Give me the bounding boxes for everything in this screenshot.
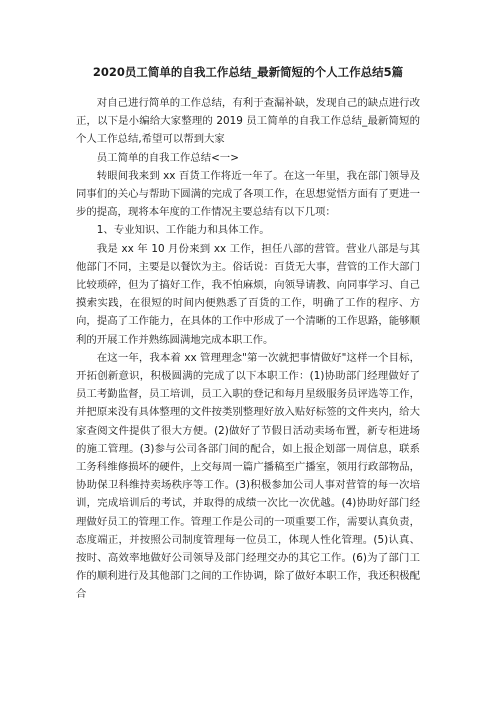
body-paragraph: 在这一年，我本着 xx 管理理念"第一次就把事情做好"这样一个目标，开拓创新意识，积极圆满的完成了以下本职工作：(1)协助部门经理做好了员工考勤监督，员工培训，员工入职的登记和每月星级服务员评选等工作，并把原来没有具体整理的文件按类别整理好放入贴好标签的文件夹内，给大家查阅文件提供了很大方便。(2)做好了节假日活动卖场布置，新专柜进场的施工管理。(3)参与公司各部门间的配合，如上报企划部一周信息，联系工务科维修损坏的硬件，上交每周一篇广播稿至广播室，领用行政部物品，协助保卫科维持卖场秩序等工作。(3)积极参加公司人事对营管的每一次培训，完成培训后的考试，并取得的成绩一次比一次优越。(4)协助好部门经理做好员工的管理工作。管理工作是公司的一项重要工作，需要认真负责，态度端正，并按照公司制度管理每一位员工，体现人性化管理。(5)认真、按时、高效率地做好公司领导及部门经理交办的其它工作。(6)为了部门工作的顺利进行及其他部门之间的工作协调，除了做好本职工作，我还积极配合 [76, 351, 420, 601]
subheading: 1、专业知识、工作能力和具体工作。 [96, 224, 270, 237]
intro-paragraph: 对自己进行简单的工作总结，有利于查漏补缺，发现自己的缺点进行改正，以下是小编给大家整理的 2019 员工简单的自我工作总结_最新简短的个人工作总结,希望可以帮到大家 [76, 97, 420, 146]
section-heading: 员工简单的自我工作总结<一> [96, 151, 239, 164]
document-title: 2020员工简单的自我工作总结_最新简短的个人工作总结5篇 [92, 65, 404, 79]
body-paragraph: 我是 xx 年 10 月份来到 xx 工作，担任八部的营管。营业八部是与其他部门不同，主要是以餐饮为主。俗话说：百货无大事，营管的工作大部门比较琐碎，但为了搞好工作，我不怕麻烦，向领导请教、向同事学习、自己摸索实践，在很短的时间内便熟悉了百货的工作，明确了工作的程序、方向，提高了工作能力，在具体的工作中形成了一个清晰的工作思路，能够顺利的开展工作并熟练圆满地完成本职工作。 [76, 242, 420, 346]
body-paragraph: 转眼间我来到 xx 百货工作将近一年了。在这一年里，我在部门领导及同事们的关心与帮助下圆满的完成了各项工作，在思想觉悟方面有了更进一步的提高，现将本年度的工作情况主要总结有以下几项： [76, 169, 420, 219]
